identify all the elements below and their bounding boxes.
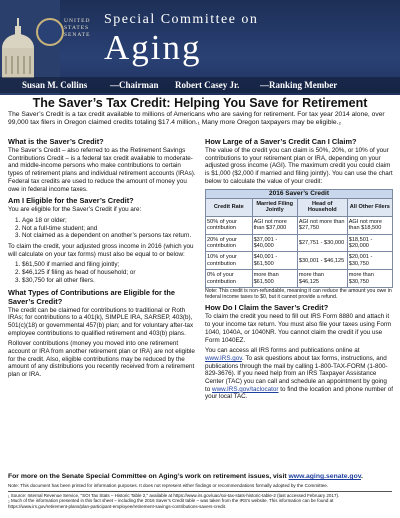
list-item: 2. $46,125 if filing as head of household; or (22, 269, 196, 277)
table-cell: $27,751 - $30,000 (297, 234, 347, 252)
table-header-row (206, 198, 393, 216)
ranking-member-name: Robert Casey Jr. (175, 80, 240, 90)
committee-banner (0, 0, 400, 95)
table-cell: AGI not more than $37,000 (252, 216, 297, 234)
how-to-claim-paragraph: To claim the credit you need to fill out IRS Form 8880 and attach it to your income tax return. You must also file your taxes using Form 1040, 1040A, or 1040NR. You cannot claim the credit if you use Form 1040EZ. (205, 313, 392, 344)
section-heading-how-large: How Large of a Saver’s Credit Can I Claim? (205, 137, 357, 146)
table-header-cell: All Other Filers (347, 198, 392, 216)
document-title: The Saver’s Tax Credit: Helping You Save for Retirement (32, 96, 368, 110)
table-cell: $40,001 - $61,500 (252, 252, 297, 270)
section-heading-eligibility: Am I Eligible for the Saver’s Credit? (8, 196, 134, 206)
footnote-2: ₂ Much of the information presented in this fact sheet – including the 2016 Saver’s Credit table – was taken from the IRS’s website. This information can be found at https://www.irs.gov/retirement-plans/plan-participant-employee/retirement-savings-contributions-savers-credit. (8, 498, 334, 509)
footnotes (8, 493, 392, 509)
table-header-cell: Head of Household (297, 198, 347, 216)
chairman-name: Susan M. Collins (22, 80, 88, 90)
senate-seal-image (36, 18, 64, 46)
leadership-roster (0, 77, 400, 93)
chairman-role: —Chairman (110, 80, 159, 90)
table-cell: $37,001 - $40,000 (252, 234, 297, 252)
tac-locator-link[interactable]: www.IRS.gov/taclocator (212, 385, 279, 393)
table-cell: more than $46,125 (297, 270, 347, 288)
section-heading-contributions: What Types of Contributions are Eligible for the Saver’s Credit? (8, 287, 175, 306)
table-header-cell: Credit Rate (206, 198, 253, 216)
table-cell: $18,501 - $20,000 (347, 234, 392, 252)
table-cell: AGI not more than $27,750 (297, 216, 347, 234)
rollover-paragraph: Rollover contributions (money you moved into one retirement account or IRA from another retirement plan or IRA) are not eligible for the credit. Also, eligible contributions may be reduced by the amount of any distributions you recently received from a retirement plan or IRA. (8, 340, 195, 379)
eligibility-intro: You are eligible for the Saver’s Credit if you are: (8, 206, 142, 214)
table-cell: 50% of your contribution (206, 216, 253, 234)
committee-name-line1: Special Committee on (104, 12, 259, 27)
what-is-paragraph: The Saver’s Credit – also referred to as the Retirement Savings Contributions Credit – is a federal tax credit available to moderate- and middle-income persons who make contributions to certain types of retirement plans and individual retirement accounts (IRAs). Federal tax credits are used to reduce the amount of money you owe in federal income taxes. (8, 147, 196, 193)
intro-paragraph: The Saver’s Credit is a tax credit available to millions of Americans who are saving for retirement. For tax year 2014 alone, over 99,000 tax filers in Oregon claimed credits totaling $17.4 million.₁ Many more Oregon taxpayers may be eligible.₂ (8, 111, 385, 127)
list-item: 3. Not claimed as a dependent on another’s persons tax return. (22, 232, 196, 240)
table-cell: 10% of your contribution (206, 252, 253, 270)
income-intro: To claim the credit, your adjusted gross income in 2016 (which you will calculate on your tax forms) must also be equal to or below: (8, 243, 194, 258)
table-row (206, 234, 393, 252)
irs-resources-paragraph: You can access all IRS forms and publications online at www.IRS.gov. To ask questions about tax forms, instructions, and publications through the mail by calling 1-800-TAX-FORM (1-800-829-3676). If you need help from an IRS Taxpayer Assistance Center (TAC) you can call and schedule an appointment by going to www.IRS.gov/taclocator to find the location and phone number of your local TAC. (205, 347, 393, 401)
left-column (8, 137, 196, 382)
table-cell: $30,001 - $46,125 (297, 252, 347, 270)
contributions-paragraph: The credit can be claimed for contributions to traditional or Roth IRAs; for contributions to a 401(k), SIMPLE IRA, SARSEP, 403(b), 501(c)(18) or governmental 457(b) plan; and for voluntary after-tax employee contributions to qualified retirement and 403(b) plans. (8, 306, 194, 337)
senate-wordmark: UNITED STATES SENATE (64, 18, 91, 38)
ranking-member-role: —Ranking Member (260, 80, 338, 90)
section-heading-what-is: What is the Saver’s Credit? (8, 137, 104, 146)
table-row (206, 252, 393, 270)
table-note: Note: This credit is non-refundable, meaning it can reduce the amount you owe in federal income taxes to $0, but it cannot provide a refund. (205, 287, 392, 301)
disclaimer-note: Note: This document has been printed for information purposes. It does not represent either findings or recommendations formally adopted by the Committee. (8, 483, 329, 488)
table-row (206, 216, 393, 234)
table-caption: 2016 Saver’s Credit (205, 189, 393, 198)
table-header-cell: Married Filing Jointly (252, 198, 297, 216)
footnote-1: ₁ Source: Internal Revenue Service, "SOI Tax Stats – Historic Table 2," available at https://www.irs.gov/uac/soi-tax-stats-historic-table-2 (last accessed February 2017). (8, 493, 340, 498)
list-item: 2. Not a full-time student; and (22, 225, 196, 233)
aging-senate-link[interactable]: www.aging.senate.gov (288, 473, 362, 480)
footnote-divider (8, 491, 392, 492)
right-column (205, 137, 393, 404)
list-item: 3. $30,750 for all other filers. (22, 277, 196, 285)
table-row (206, 270, 393, 288)
committee-name-line2: Aging (104, 28, 202, 67)
list-item: 1. $61,500 if married and filing jointly; (22, 261, 196, 269)
savers-credit-table (205, 189, 393, 288)
table-cell: 0% of your contribution (206, 270, 253, 288)
table-cell: $20,001 - $30,750 (347, 252, 392, 270)
how-large-paragraph: The value of the credit you can claim is 50%, 20%, or 10% of your contributions to your retirement plan or IRA, depending on your adjusted gross income (AGI). The maximum credit you could claim is $1,000 ($2,000 if married and filing jointly). You can use the chart below to calculate the value of your credit: (205, 147, 393, 185)
table-cell: 20% of your contribution (206, 234, 253, 252)
footer-callout: For more on the Senate Special Committee on Aging’s work on retirement issues, visit www.aging.senate.gov. (8, 473, 363, 480)
table-cell: more than $30,750 (347, 270, 392, 288)
section-heading-how-to-claim: How Do I Claim the Saver’s Credit? (205, 303, 329, 313)
irs-link[interactable]: www.IRS.gov (205, 354, 242, 362)
income-limit-list (8, 261, 196, 284)
eligibility-list (8, 217, 196, 240)
list-item: 1. Age 18 or older; (22, 217, 196, 225)
table-cell: more than $61,500 (252, 270, 297, 288)
table-cell: AGI not more than $18,500 (347, 216, 392, 234)
